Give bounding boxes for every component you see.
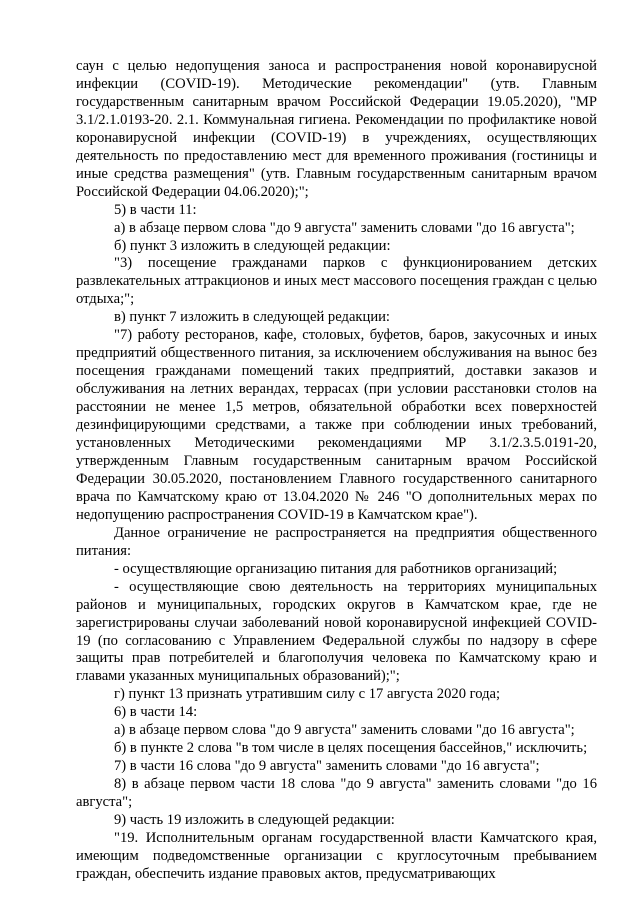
paragraph-item-6b: б) в пункте 2 слова "в том числе в целях посещения бассейнов," исключить; bbox=[114, 740, 588, 757]
paragraph-intro-continuation: саун с целью недопущения заноса и распространения новой коронавирусной инфекции (COVID-19). Методические рекомендации" (утв. Главным государственным санитарным врачом Российской Федерации 19.05.2020), "МР 3.1/2.1.0193-20. 2.1. Коммунальная гигиена. Рекомендации по профилактике новой коронавирусной инфекции (COVID-19) в учреждениях, осуществляющих деятельность по предоставлению мест для временного проживания (гостиницы и иные средства размещения" (утв. Главным государственным санитарным врачом Российской Федерации 04.06.2020);"; bbox=[76, 58, 597, 200]
paragraph-item-7: 7) в части 16 слова "до 9 августа" заменить словами "до 16 августа"; bbox=[114, 758, 540, 775]
paragraph-item-5v-text: "7) работу ресторанов, кафе, столовых, буфетов, баров, закусочных и иных предприятий общественного питания, за исключением обслуживания на вынос без посещения гражданами помещений таких предприятий, доставки заказов и обслуживания на летних верандах, террасах (при условии расстановки столов на расстоянии не менее 1,5 метров, обязательной обработки всех поверхностей дезинфицирующими средствами, а также при соблюдении иных требований, установленных Методическими рекомендациями МР 3.1/2.3.5.0191-20, утвержденным Главным государственным санитарным врачом Российской Федерации 30.05.2020, постановлением Главного государственного санитарного врача по Камчатскому краю от 13.04.2020 № 246 "О дополнительных мерах по недопущению распространения COVID-19 в Камчатском крае"). bbox=[76, 327, 597, 523]
paragraph-item-6a: а) в абзаце первом слова "до 9 августа" заменить словами "до 16 августа"; bbox=[114, 722, 575, 739]
document-page bbox=[76, 58, 597, 884]
paragraph-item-5b: б) пункт 3 изложить в следующей редакции: bbox=[114, 237, 391, 254]
paragraph-item-5a: а) в абзаце первом слова "до 9 августа" заменить словами "до 16 августа"; bbox=[114, 219, 575, 236]
paragraph-item-5v: в) пункт 7 изложить в следующей редакции: bbox=[114, 309, 390, 326]
paragraph-exception-1: - осуществляющие организацию питания для работников организаций; bbox=[114, 560, 558, 577]
paragraph-item-5: 5) в части 11: bbox=[114, 201, 197, 218]
paragraph-item-8: 8) в абзаце первом части 18 слова "до 9 августа" заменить словами "до 16 августа"; bbox=[76, 776, 597, 811]
paragraph-restriction-exception: Данное ограничение не распространяется на предприятия общественного питания: bbox=[76, 524, 597, 559]
paragraph-item-19-text: "19. Исполнительным органам государственной власти Камчатского края, имеющим подведомственные организации с круглосуточным пребыванием граждан, обеспечить издание правовых актов, предусматривающих bbox=[76, 829, 597, 882]
paragraph-item-9: 9) часть 19 изложить в следующей редакции: bbox=[114, 812, 395, 829]
paragraph-item-5g: г) пункт 13 признать утратившим силу с 17 августа 2020 года; bbox=[114, 686, 501, 703]
paragraph-item-5b-text: "3) посещение гражданами парков с функционированием детских развлекательных аттракционов и иных мест массового посещения граждан с целью отдыха;"; bbox=[76, 255, 597, 308]
paragraph-exception-2: - осуществляющие свою деятельность на территориях муниципальных районов и муниципальных, городских округов в Камчатском крае, где не зарегистрированы случаи заболеваний новой коронавирусной инфекцией COVID-19 (по согласованию с Управлением Федеральной службы по надзору в сфере защиты прав потребителей и благополучия человека по Камчатскому краю и главами указанных муниципальных образований);"; bbox=[76, 578, 597, 685]
paragraph-item-6: 6) в части 14: bbox=[114, 704, 198, 721]
